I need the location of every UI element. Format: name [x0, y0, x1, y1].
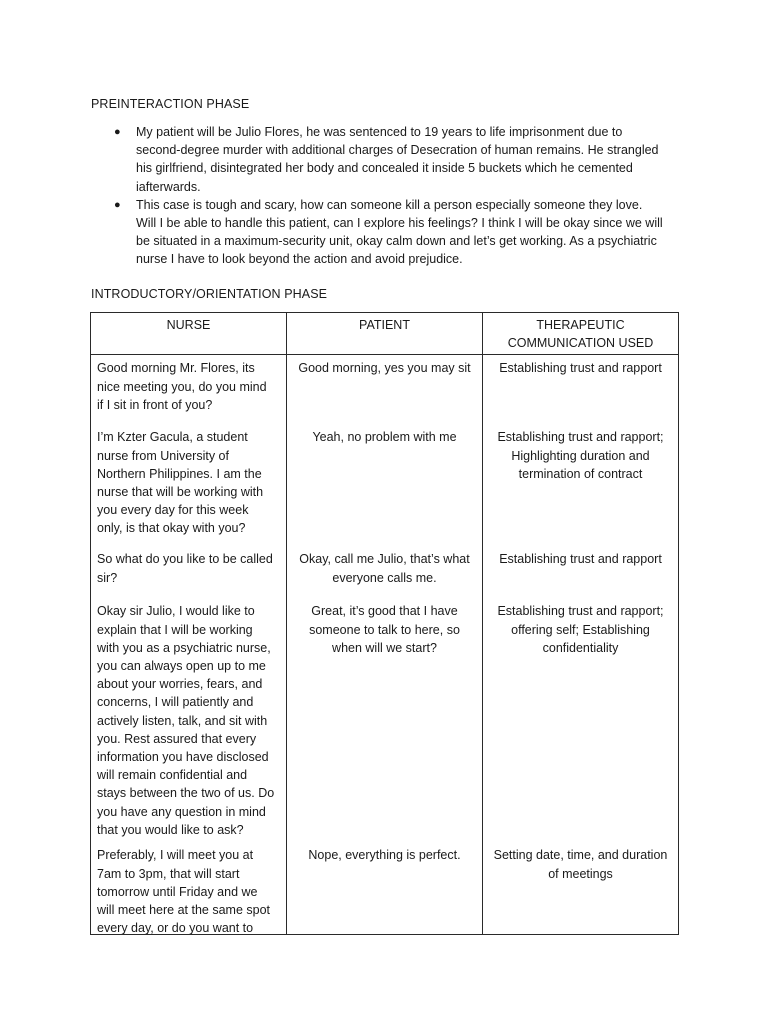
entry-line: concerns, I will patiently and [97, 695, 254, 710]
nurse-entry [91, 359, 286, 428]
nurse-column-cell [91, 355, 287, 935]
entry-line: Nope, everything is perfect. [308, 848, 461, 863]
nurse-column-header [91, 313, 287, 355]
entry-line: tomorrow until Friday and we [97, 884, 258, 899]
entry-line: Great, it’s good that I have [311, 604, 458, 619]
bullet-dot-icon: ● [114, 126, 121, 138]
entry-line: nurse that will be working with [97, 485, 264, 500]
table-body-row [91, 355, 679, 935]
entry-line: everyone calls me. [332, 570, 437, 585]
patient-entry [287, 428, 482, 550]
nurse-entry [91, 550, 286, 602]
bullet-line: be situated in a maximum-security unit, okay calm down and let’s get working. As a psychiatric [136, 234, 657, 249]
nurse-entry [91, 602, 286, 846]
patient-entry [287, 846, 482, 934]
entry-line: if I sit in front of you? [97, 397, 213, 412]
therapeutic-entry [483, 428, 678, 550]
bullet-dot-icon: ● [114, 198, 121, 211]
entry-line: termination of contract [518, 466, 643, 481]
dialogue-table [90, 312, 679, 935]
patient-entry [287, 359, 482, 428]
bullet-line: nurse I have to look beyond the action and avoid prejudice. [136, 252, 463, 267]
bullet-item [114, 196, 676, 269]
entry-line: you. Rest assured that every [97, 731, 257, 746]
entry-line: Okay, call me Julio, that’s what [299, 552, 470, 567]
entry-line: Establishing trust and rapport; [497, 604, 664, 619]
entry-line: explain that I will be working [97, 622, 253, 637]
bullet-item [114, 123, 676, 196]
entry-line: Establishing trust and rapport; [497, 430, 664, 445]
entry-line: Establishing trust and rapport [499, 552, 662, 567]
entry-line: Highlighting duration and [511, 448, 650, 463]
entry-line: about your worries, fears, and [97, 677, 263, 692]
entry-line: nurse from University of [97, 448, 229, 463]
entry-line: Northern Philippines. I am the [97, 466, 262, 481]
entry-line: information you have disclosed [97, 750, 269, 765]
preinteraction-bullet-list [114, 123, 676, 269]
table-header-row [91, 313, 679, 355]
patient-column-header [287, 313, 483, 355]
entry-line: when will we start? [332, 640, 437, 655]
entry-line: that you would like to ask? [97, 822, 244, 837]
entry-line: you have any question in mind [97, 804, 266, 819]
entry-line: you can always open up to me [97, 659, 266, 674]
therapeutic-header-line: THERAPEUTIC [536, 318, 625, 332]
orientation-phase-heading: INTRODUCTORY/ORIENTATION PHASE [91, 287, 328, 301]
patient-entry [287, 602, 482, 846]
entry-line: with you as a psychiatric nurse, [97, 640, 271, 655]
patient-entry [287, 550, 482, 602]
therapeutic-entry [483, 602, 678, 846]
patient-column-cell [287, 355, 483, 935]
entry-line: only, is that okay with you? [97, 521, 246, 536]
bullet-line: second-degree murder with additional charges of Desecration of human remains. He strangled [136, 143, 659, 158]
entry-line: So what do you like to be called [97, 552, 273, 567]
bullet-line: My patient will be Julio Flores, he was sentenced to 19 years to life imprisonment due to [136, 125, 623, 139]
bullet-line: Will I be able to handle this patient, can I explore his feelings? I think I will be okay since we will [136, 216, 663, 231]
patient-entries [287, 355, 482, 934]
entry-line: sir? [97, 570, 118, 585]
entry-line: nice meeting you, do you mind [97, 379, 267, 394]
entry-line: Setting date, time, and duration [493, 848, 668, 863]
entry-line: Preferably, I will meet you at [97, 848, 254, 863]
bullet-line: iafterwards. [136, 179, 201, 194]
bullet-line: This case is tough and scary, how can someone kill a person especially someone they love. [136, 197, 643, 212]
patient-header-label: PATIENT [359, 318, 410, 332]
entry-line: Good morning Mr. Flores, its [97, 361, 255, 376]
entry-line: of meetings [548, 866, 613, 881]
therapeutic-entry [483, 846, 678, 934]
entry-line: you every day for this week [97, 503, 249, 518]
therapeutic-entry [483, 359, 678, 428]
nurse-header-label: NURSE [166, 318, 211, 332]
entry-line: confidentiality [542, 640, 619, 655]
preinteraction-phase-heading: PREINTERACTION PHASE [91, 97, 250, 111]
entry-line: actively listen, talk, and sit with [97, 713, 268, 728]
entry-line: every day, or do you want to [97, 921, 254, 935]
entry-line: offering self; Establishing [511, 622, 650, 637]
entry-line: 7am to 3pm, that will start [97, 866, 240, 881]
therapeutic-entry [483, 550, 678, 602]
entry-line: will meet here at the same spot [97, 903, 270, 918]
entry-line: Establishing trust and rapport [499, 361, 662, 376]
bullet-line: his girlfriend, disintegrated her body and concealed it inside 5 buckets which he cemented [136, 161, 633, 176]
nurse-entry [91, 428, 286, 550]
entry-line: Good morning, yes you may sit [298, 361, 471, 376]
nurse-entries [91, 355, 286, 934]
entry-line: someone to talk to here, so [309, 622, 460, 637]
entry-line: stays between the two of us. Do [97, 786, 275, 801]
entry-line: Yeah, no problem with me [312, 430, 457, 445]
entry-line: Okay sir Julio, I would like to [97, 604, 255, 619]
nurse-entry [91, 846, 286, 934]
therapeutic-entries [483, 355, 678, 934]
therapeutic-header-line: COMMUNICATION USED [507, 336, 654, 351]
entry-line: I’m Kzter Gacula, a student [97, 430, 248, 445]
entry-line: will remain confidential and [97, 768, 248, 783]
therapeutic-column-cell [483, 355, 679, 935]
therapeutic-column-header [483, 313, 679, 355]
